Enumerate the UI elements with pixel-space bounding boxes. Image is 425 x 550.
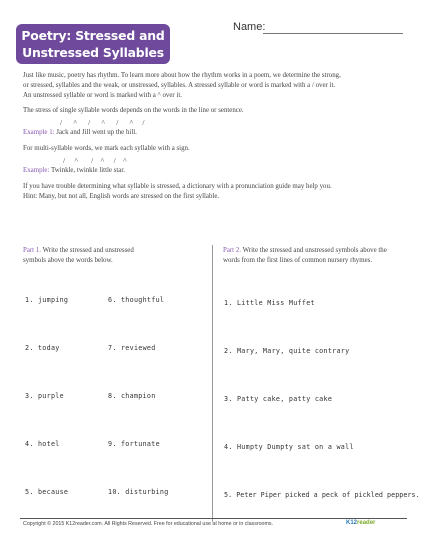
copyright-text: Copyright © 2015 K12reader.com. All Rights Reserved. Free for educational use at home or in classrooms.: [23, 521, 274, 527]
word-8: 8. champion: [108, 392, 156, 400]
example-1-label: Example 1:: [23, 129, 55, 136]
part-1-instructions-line-2: symbols above the words below.: [23, 257, 113, 264]
word-10: 10. disturbing: [108, 488, 169, 496]
part-2-instructions-line-2: words from the first lines of common nursery rhymes.: [223, 257, 373, 264]
word-3: 3. purple: [25, 392, 64, 400]
rhyme-4: 4. Humpty Dumpty sat on a wall: [224, 443, 354, 451]
word-6: 6. thoughtful: [108, 296, 165, 304]
example-1-text: Jack and Jill went up the hill.: [54, 129, 137, 136]
part-2-instructions: Part 2. Write the stressed and unstressed symbols above the: [223, 247, 387, 254]
name-field[interactable]: [263, 33, 403, 34]
rhyme-1: 1. Little Miss Muffet: [224, 299, 315, 307]
word-9: 9. fortunate: [108, 440, 160, 448]
column-divider: [212, 245, 213, 522]
hint-line-1: If you have trouble determining what syllable is stressed, a dictionary with a pronunciation guide may help you.: [23, 183, 332, 190]
word-2: 2. today: [25, 344, 60, 352]
word-4: 4. hotel: [25, 440, 60, 448]
example-1-stress-marks: / ^ / ^ / ^ /: [60, 118, 145, 127]
example-1: [23, 128, 408, 138]
part-1-label: Part 1.: [23, 247, 41, 254]
example-2: [23, 166, 408, 176]
word-7: 7. reviewed: [108, 344, 156, 352]
example-2-text: Twinkle, twinkle little star.: [49, 167, 125, 174]
example-2-label: Example:: [23, 167, 50, 174]
name-label: Name:: [233, 21, 266, 33]
k12reader-logo: K12reader: [346, 520, 376, 526]
rhyme-5: 5. Peter Piper picked a peck of pickled peppers.: [224, 491, 420, 499]
title-line-2: Unstressed Syllables: [22, 45, 164, 60]
title-line-1: Poetry: Stressed and: [21, 28, 165, 43]
single-syllable-text: The stress of single syllable words depends on the words in the line or sentence.: [23, 107, 244, 114]
multi-syllable-text: For multi-syllable words, we mark each syllable with a sign.: [23, 145, 190, 152]
word-5: 5. because: [25, 488, 69, 496]
part-2-label: Part 2.: [223, 247, 241, 254]
example-2-stress-marks: / ^ / ^ / ^: [63, 156, 127, 165]
word-1: 1. jumping: [25, 296, 69, 304]
part-1-instructions: Part 1. Write the stressed and unstressed: [23, 247, 134, 254]
intro-line-1: Just like music, poetry has rhythm. To learn more about how the rhythm works in a poem, we determine the strong,: [23, 72, 341, 79]
intro-line-2: or stressed, syllables and the weak, or unstressed, syllables. A stressed syllable or word is marked with a / over it.: [23, 82, 336, 89]
intro-line-3: An unstressed syllable or word is marked with a ^ over it.: [23, 92, 183, 99]
hint-line-2: Hint: Many, but not all, English words are stressed on the first syllable.: [23, 193, 220, 200]
footer-rule: [20, 518, 407, 519]
rhyme-3: 3. Patty cake, patty cake: [224, 395, 333, 403]
rhyme-2: 2. Mary, Mary, quite contrary: [224, 347, 350, 355]
